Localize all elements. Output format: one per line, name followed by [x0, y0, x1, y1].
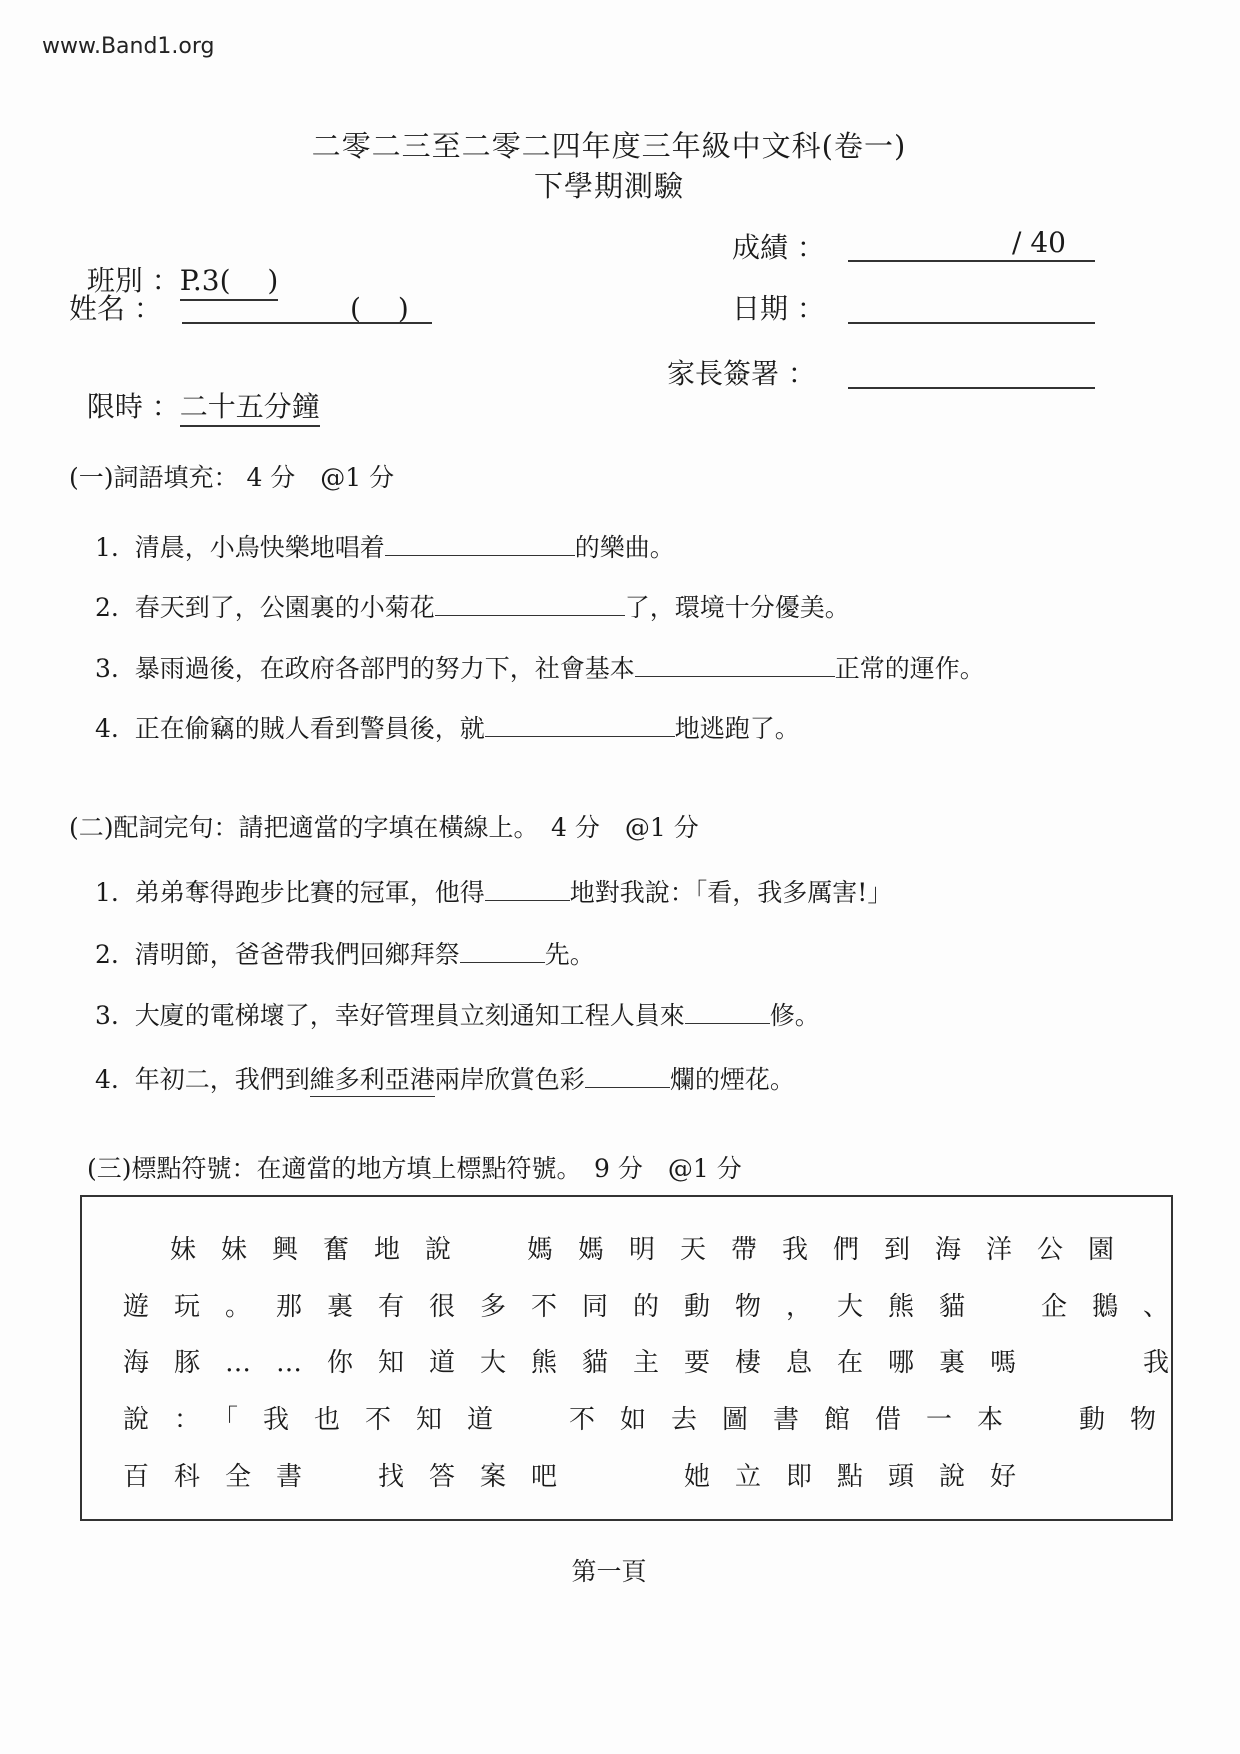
answer-blank[interactable]	[460, 942, 545, 963]
item-number: 3.	[95, 654, 119, 683]
section2-item	[95, 935, 595, 971]
exam-title: 二零二三至二零二四年度三年級中文科(卷一)	[311, 129, 907, 163]
answer-blank[interactable]	[485, 716, 675, 737]
class-label: 班別 ：	[86, 264, 180, 297]
answer-blank[interactable]	[685, 1003, 770, 1024]
item-text: 清明節，爸爸帶我們回鄉拜祭	[134, 940, 460, 969]
passage-row[interactable]: 海豚……你知道大熊貓主要棲息在哪裏嗎 我	[123, 1348, 1195, 1378]
section2-heading: (二)配詞完句：請把適當的字填在橫線上。 4 分 @1 分	[69, 813, 699, 842]
name-number-paren: ( )	[350, 292, 409, 325]
passage-row[interactable]: 妹妹興奮地說 媽媽明天帶我們到海洋公園	[170, 1235, 1140, 1265]
item-text: 清晨，小鳥快樂地唱着	[134, 533, 385, 562]
item-number: 2.	[95, 593, 119, 622]
watermark: www.Band1.org	[42, 34, 215, 59]
section2-item	[95, 996, 820, 1032]
item-text: 兩岸欣賞色彩	[434, 1065, 585, 1094]
signature-label: 家長簽署 ：	[667, 357, 816, 390]
answer-blank[interactable]	[585, 1067, 670, 1088]
item-text: 弟弟奪得跑步比賽的冠軍，他得	[134, 878, 485, 907]
item-text: 修。	[769, 1001, 820, 1030]
score-total: / 40	[1012, 226, 1066, 259]
section1-item	[95, 588, 850, 624]
answer-blank[interactable]	[485, 880, 570, 901]
answer-blank[interactable]	[385, 535, 575, 556]
score-line[interactable]	[848, 260, 1095, 262]
date-line[interactable]	[848, 322, 1095, 324]
class-value: P.3( )	[180, 264, 279, 301]
time-field	[69, 352, 320, 425]
item-text: 春天到了，公園裏的小菊花	[134, 593, 435, 622]
item-number: 4.	[95, 1065, 119, 1094]
item-text: 爛的煙花。	[669, 1065, 795, 1094]
section2-item	[95, 1060, 795, 1096]
section1-item	[95, 649, 985, 685]
answer-blank[interactable]	[635, 656, 835, 677]
place-name: 維多利亞港	[310, 1065, 435, 1097]
signature-line[interactable]	[848, 387, 1095, 389]
item-number: 4.	[95, 714, 119, 743]
section1-item	[95, 709, 800, 745]
item-text: 年初二，我們到	[134, 1065, 310, 1094]
time-label: 限時 ：	[86, 390, 180, 423]
exam-subtitle: 下學期測驗	[533, 169, 684, 203]
answer-blank[interactable]	[435, 595, 625, 616]
score-label: 成績 ：	[732, 231, 825, 264]
name-label: 姓名 ：	[69, 292, 162, 325]
item-number: 2.	[95, 940, 119, 969]
time-value: 二十五分鐘	[180, 390, 320, 427]
passage-row[interactable]: 遊玩。那裏有很多不同的動物，大熊貓 企鵝、	[123, 1292, 1195, 1322]
item-text: 正常的運作。	[834, 654, 985, 683]
section3-heading: (三)標點符號：在適當的地方填上標點符號。 9 分 @1 分	[87, 1154, 742, 1183]
item-text: 地逃跑了。	[674, 714, 800, 743]
item-text: 大廈的電梯壞了，幸好管理員立刻通知工程人員來	[134, 1001, 685, 1030]
passage-row[interactable]: 說：「我也不知道 不如去圖書館借一本 動物	[123, 1405, 1182, 1435]
item-text: 了，環境十分優美。	[624, 593, 850, 622]
item-text: 的樂曲。	[574, 533, 675, 562]
section1-heading: (一)詞語填充： 4 分 @1 分	[69, 463, 395, 492]
item-number: 3.	[95, 1001, 119, 1030]
date-label: 日期 ：	[732, 292, 825, 325]
section2-item	[95, 873, 892, 909]
passage-row[interactable]: 百科全書 找答案吧 她立即點頭說好	[123, 1462, 1042, 1492]
item-text: 正在偷竊的賊人看到警員後，就	[134, 714, 485, 743]
item-text: 先。	[544, 940, 595, 969]
item-number: 1.	[95, 878, 119, 907]
section1-item	[95, 528, 675, 564]
page-number: 第一頁	[571, 1557, 647, 1586]
item-number: 1.	[95, 533, 119, 562]
item-text: 暴雨過後，在政府各部門的努力下，社會基本	[134, 654, 635, 683]
item-text: 地對我說：「看，我多厲害!」	[569, 878, 893, 907]
